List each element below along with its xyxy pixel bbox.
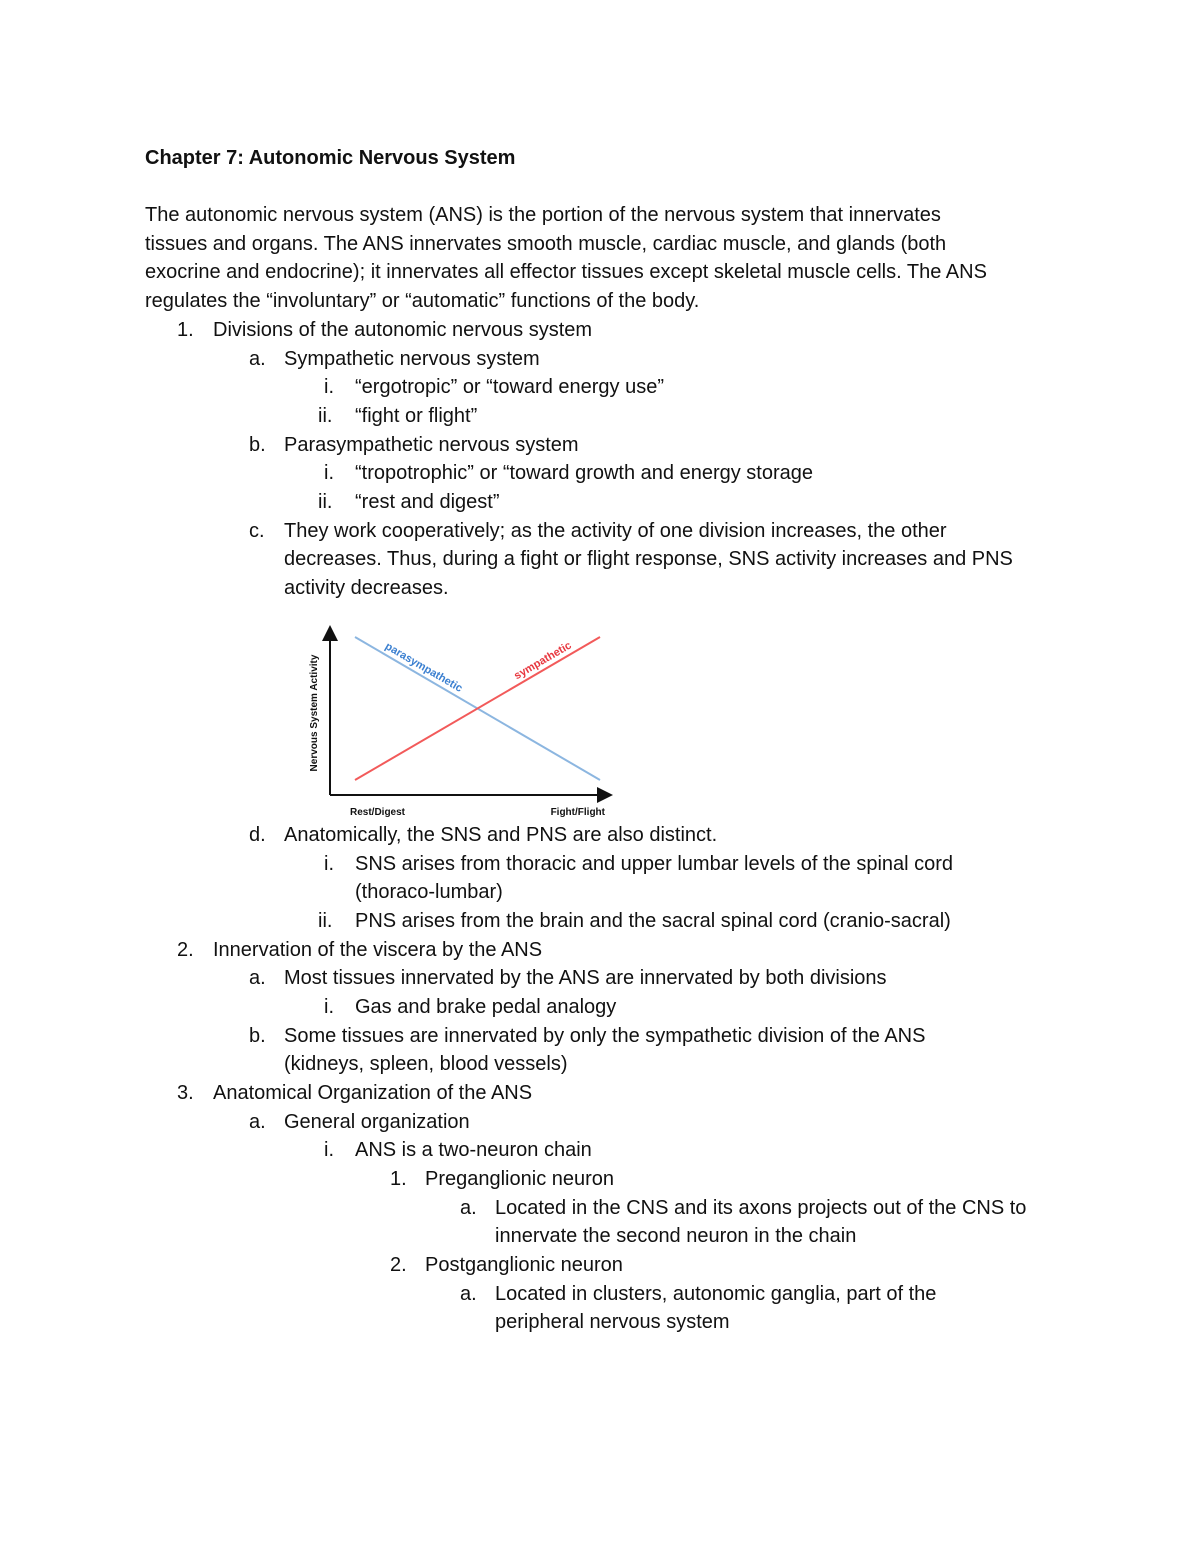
outline-text: PNS arises from the brain and the sacral spinal cord (cranio-sacral)	[355, 910, 951, 932]
outline-marker: i.	[324, 853, 334, 875]
outline-text: (thoraco-lumbar)	[355, 881, 503, 903]
outline-text: Located in the CNS and its axons projects out of the CNS to	[495, 1197, 1027, 1219]
outline-marker: 2.	[177, 939, 194, 961]
outline-marker: ii.	[318, 910, 333, 932]
outline-marker: 2.	[390, 1254, 407, 1276]
outline-text: “ergotropic” or “toward energy use”	[355, 376, 665, 398]
outline-marker: c.	[249, 520, 265, 542]
outline-marker: 3.	[177, 1082, 194, 1104]
outline-text: Located in clusters, autonomic ganglia, part of the	[495, 1283, 937, 1305]
outline-text: (kidneys, spleen, blood vessels)	[284, 1053, 568, 1075]
x-tick-label-start: Rest/Digest	[350, 807, 406, 818]
outline-text: Gas and brake pedal analogy	[355, 996, 617, 1018]
outline-text: innervate the second neuron in the chain	[495, 1225, 857, 1247]
outline-text: “fight or flight”	[355, 405, 478, 427]
y-axis-label: Nervous System Activity	[309, 654, 320, 772]
outline-marker: a.	[460, 1283, 477, 1305]
outline-marker: d.	[249, 824, 266, 846]
outline-marker: 1.	[390, 1168, 407, 1190]
page-title: Chapter 7: Autonomic Nervous System	[145, 147, 516, 169]
outline-marker: i.	[324, 376, 334, 398]
outline-text: “rest and digest”	[355, 491, 500, 513]
outline-text: activity decreases.	[284, 577, 449, 599]
intro-line: exocrine and endocrine); it innervates all effector tissues except skeletal muscle cells. The ANS	[145, 261, 987, 283]
outline-text: “tropotrophic” or “toward growth and energy storage	[355, 462, 814, 484]
intro-line: regulates the “involuntary” or “automatic” functions of the body.	[145, 290, 700, 312]
outline-marker: 1.	[177, 319, 194, 341]
outline-marker: a.	[460, 1197, 477, 1219]
outline-text: SNS arises from thoracic and upper lumbar levels of the spinal cord	[355, 853, 954, 875]
outline-marker: b.	[249, 434, 266, 456]
outline-marker: ii.	[318, 405, 333, 427]
activity-chart	[300, 615, 615, 820]
outline-marker: i.	[324, 1139, 334, 1161]
outline-text: Innervation of the viscera by the ANS	[213, 939, 543, 961]
outline-text: Preganglionic neuron	[425, 1168, 615, 1190]
sympathetic-series-label: sympathetic	[512, 639, 574, 683]
outline-text: decreases. Thus, during a fight or flight response, SNS activity increases and PNS	[284, 548, 1013, 570]
outline-marker: b.	[249, 1025, 266, 1047]
outline-marker: a.	[249, 1111, 266, 1133]
outline-marker: a.	[249, 348, 266, 370]
outline-text: Divisions of the autonomic nervous system	[213, 319, 593, 341]
outline-marker: ii.	[318, 491, 333, 513]
parasympathetic-series-label: parasympathetic	[382, 640, 465, 695]
outline-text: Sympathetic nervous system	[284, 348, 540, 370]
outline-text: Most tissues innervated by the ANS are innervated by both divisions	[284, 967, 887, 989]
outline-marker: i.	[324, 996, 334, 1018]
outline-text: ANS is a two-neuron chain	[355, 1139, 592, 1161]
intro-line: tissues and organs. The ANS innervates smooth muscle, cardiac muscle, and glands (both	[145, 233, 947, 255]
outline-text: Anatomically, the SNS and PNS are also distinct.	[284, 824, 718, 846]
outline-text: Anatomical Organization of the ANS	[213, 1082, 533, 1104]
outline-text: They work cooperatively; as the activity of one division increases, the other	[284, 520, 947, 542]
outline-text: Some tissues are innervated by only the sympathetic division of the ANS	[284, 1025, 926, 1047]
intro-line: The autonomic nervous system (ANS) is the portion of the nervous system that innervates	[145, 204, 941, 226]
outline-marker: i.	[324, 462, 334, 484]
outline-text: General organization	[284, 1111, 470, 1133]
outline-text: peripheral nervous system	[495, 1311, 730, 1333]
outline-text: Parasympathetic nervous system	[284, 434, 579, 456]
outline-text: Postganglionic neuron	[425, 1254, 623, 1276]
outline-marker: a.	[249, 967, 266, 989]
x-tick-label-end: Fight/Flight	[550, 807, 605, 818]
